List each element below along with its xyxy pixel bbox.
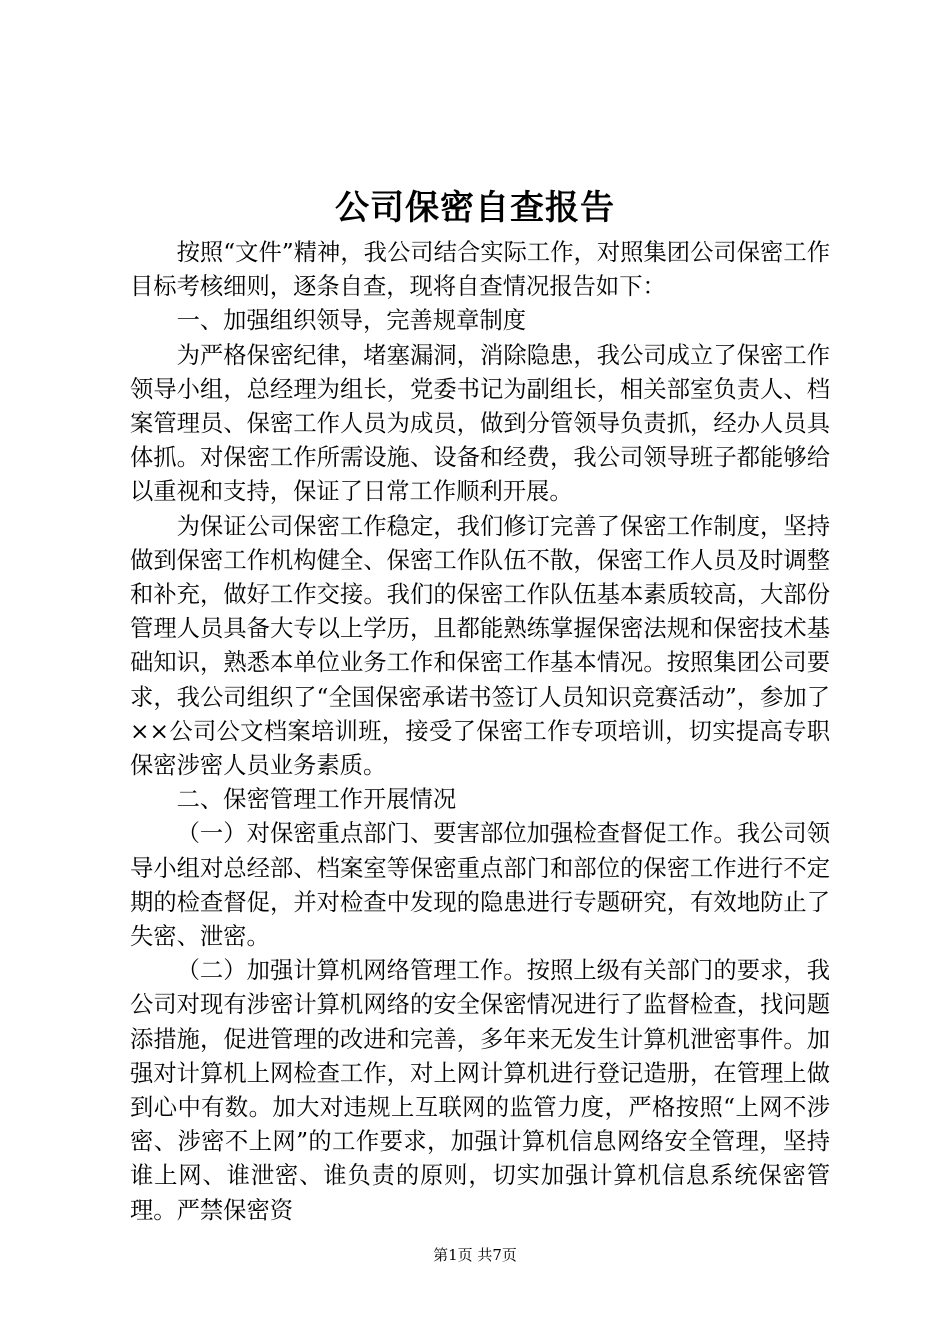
body-paragraph: 为保证公司保密工作稳定，我们修订完善了保密工作制度，坚持做到保密工作机构健全、保密工作队伍不散，保密工作人员及时调整和补充，做好工作交接。我们的保密工作队伍基本素质较高，大部份管理人员具备大专以上学历，且都能熟练掌握保密法规和保密技术基础知识，熟悉本单位业务工作和保密工作基本情况。按照集团公司要求，我公司组织了“全国保密承诺书签订人员知识竞赛活动”，参加了××公司公文档案培训班，接受了保密工作专项培训，切实提高专职保密涉密人员业务素质。 (130, 512, 830, 780)
document-title: 公司保密自查报告 (335, 188, 615, 228)
section-heading-1: 一、加强组织领导，完善规章制度 (176, 307, 527, 335)
body-paragraph: 为严格保密纪律，堵塞漏洞，消除隐患，我公司成立了保密工作领导小组，总经理为组长，党委书记为副组长，相关部室负责人、档案管理员、保密工作人员为成员，做到分管领导负责抓，经办人员具体抓。对保密工作所需设施、设备和经费，我公司领导班子都能够给以重视和支持，保证了日常工作顺利开展。 (130, 341, 830, 506)
document-body (130, 236, 830, 1228)
body-paragraph: （二）加强计算机网络管理工作。按照上级有关部门的要求，我公司对现有涉密计算机网络的安全保密情况进行了监督检查，找问题添措施，促进管理的改进和完善，多年来无发生计算机泄密事件。加强对计算机上网检查工作，对上网计算机进行登记造册，在管理上做到心中有数。加大对违规上互联网的监管力度，严格按照“上网不涉密、涉密不上网”的工作要求，加强计算机信息网络安全管理，坚持谁上网、谁泄密、谁负责的原则，切实加强计算机信息系统保密管理。严禁保密资 (130, 957, 830, 1224)
section-heading-2: 二、保密管理工作开展情况 (176, 786, 457, 814)
body-paragraph: （一）对保密重点部门、要害部位加强检查督促工作。我公司领导小组对总经部、档案室等保密重点部门和部位的保密工作进行不定期的检查督促，并对检查中发现的隐患进行专题研究，有效地防止了失密、泄密。 (130, 820, 830, 951)
intro-paragraph: 按照“文件”精神，我公司结合实际工作，对照集团公司保密工作目标考核细则，逐条自查，现将自查情况报告如下： (130, 239, 830, 301)
page-footer: 第1页 共7页 (433, 1246, 517, 1264)
